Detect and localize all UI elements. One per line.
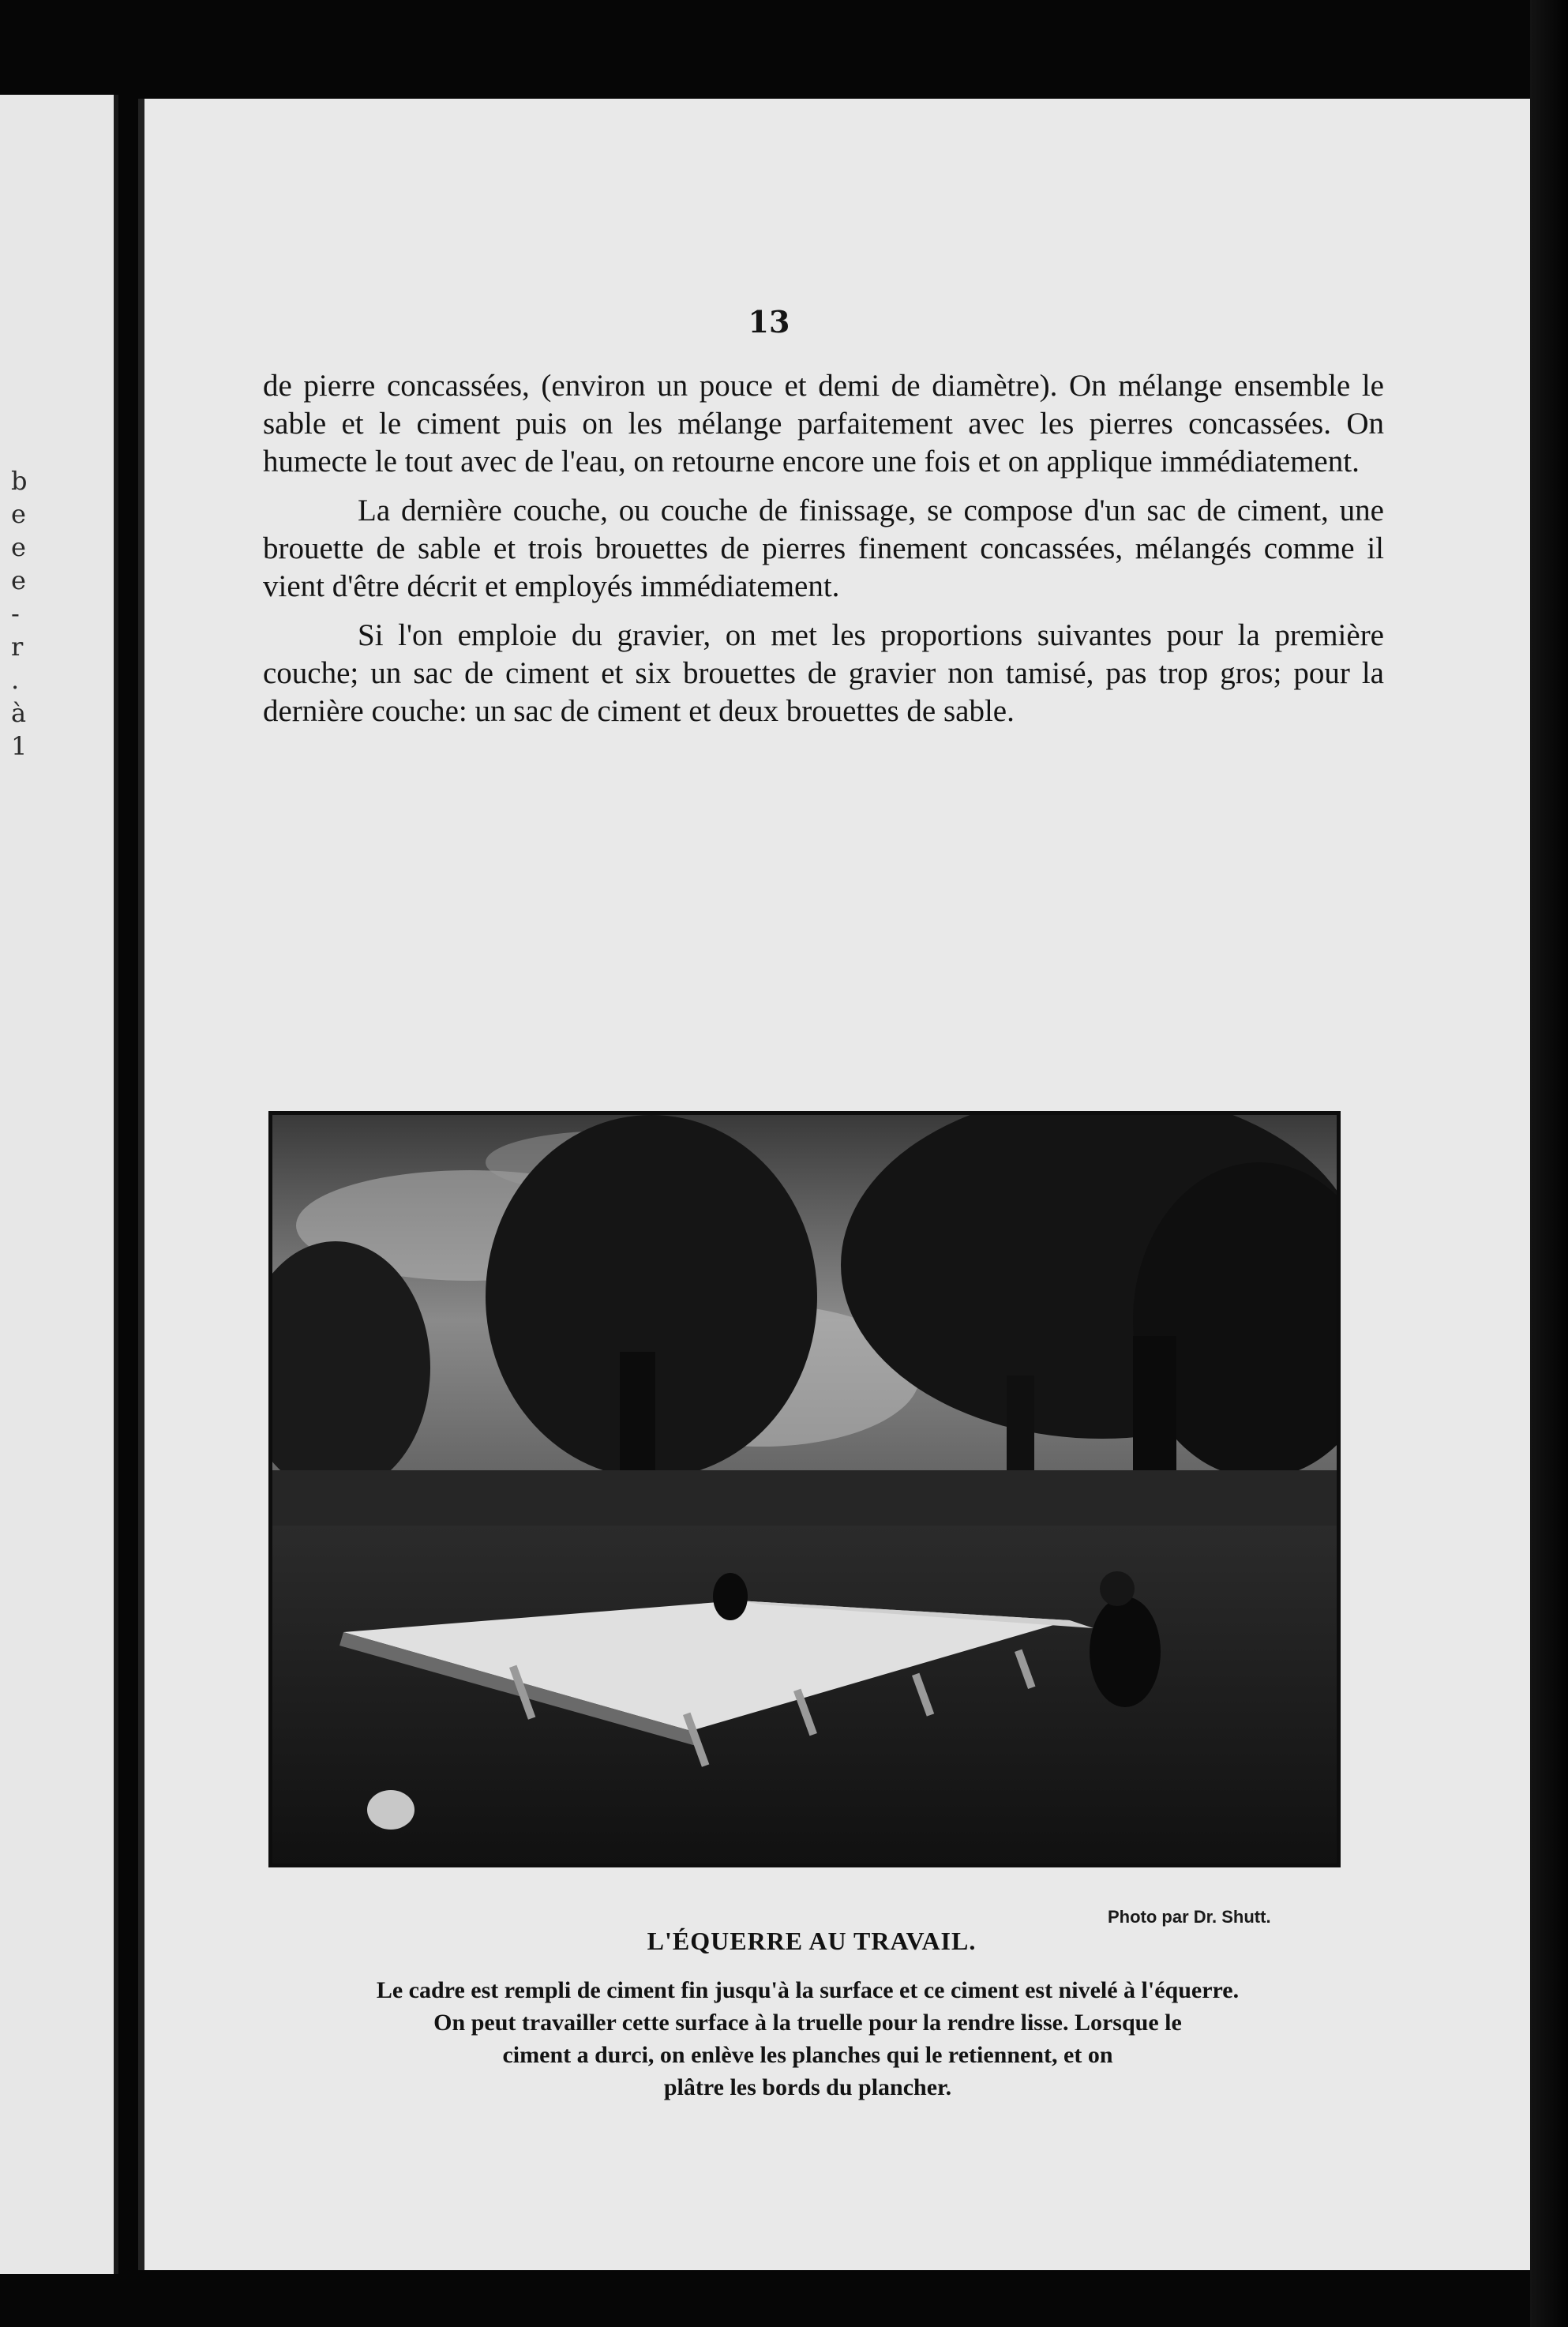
paragraph: de pierre concassées, (environ un pouce et demi de diamètre). On mélange ensemble le sable et le ciment puis on les mélange parfaitement avec les pierres concassées. On humecte le tout avec de l'eau, on retourne encore une fois et on applique immédiatement. [263, 369, 1384, 479]
left-facing-page [0, 95, 118, 2274]
caption-line: plâtre les bords du plancher. [663, 2074, 952, 2100]
photo-illustration [272, 1115, 1337, 1863]
edge-letter: - [11, 599, 20, 629]
document-page [138, 99, 1536, 2270]
paragraph: Si l'on emploie du gravier, on met les proportions suivantes pour la première couche; un sac de ciment et six brouettes de gravier non tamisé, pas trop gros; pour la dernière couche: un sac de ciment et deux brouettes de sable. [263, 618, 1384, 728]
edge-letter: e [11, 565, 26, 595]
photo-credit: Photo par Dr. Shutt. [1108, 1907, 1271, 1927]
caption-title: L'ÉQUERRE AU TRAVAIL. [647, 1927, 977, 1955]
left-page-edge-text [11, 466, 35, 764]
edge-letter: à [11, 698, 27, 728]
edge-letter: 1 [11, 731, 28, 761]
edge-letter: b [11, 466, 28, 496]
body-text [263, 367, 1384, 730]
edge-letter: r [11, 632, 24, 662]
caption-line: On peut travailler cette surface à la truelle pour la rendre lisse. Lorsque le [433, 2010, 1182, 2036]
edge-letter: . [11, 665, 20, 695]
caption-line: ciment a durci, on enlève les planches qui le retiennent, et on [502, 2042, 1113, 2068]
edge-letter: e [11, 499, 26, 529]
paragraph: La dernière couche, ou couche de finissage, se compose d'un sac de ciment, une brouette de sable et trois brouettes de pierres finement concassées, mélangés comme il vient d'être décrit et employés immédiatement. [263, 494, 1384, 603]
caption-line: Le cadre est rempli de ciment fin jusqu'à la surface et ce ciment est nivelé à l'équerre. [376, 1977, 1240, 2003]
page-number: 13 [748, 304, 790, 340]
caption-text [223, 1974, 1392, 2104]
photograph [268, 1111, 1341, 1867]
page-edge-shadow [1530, 0, 1568, 2327]
edge-letter: e [11, 532, 26, 562]
